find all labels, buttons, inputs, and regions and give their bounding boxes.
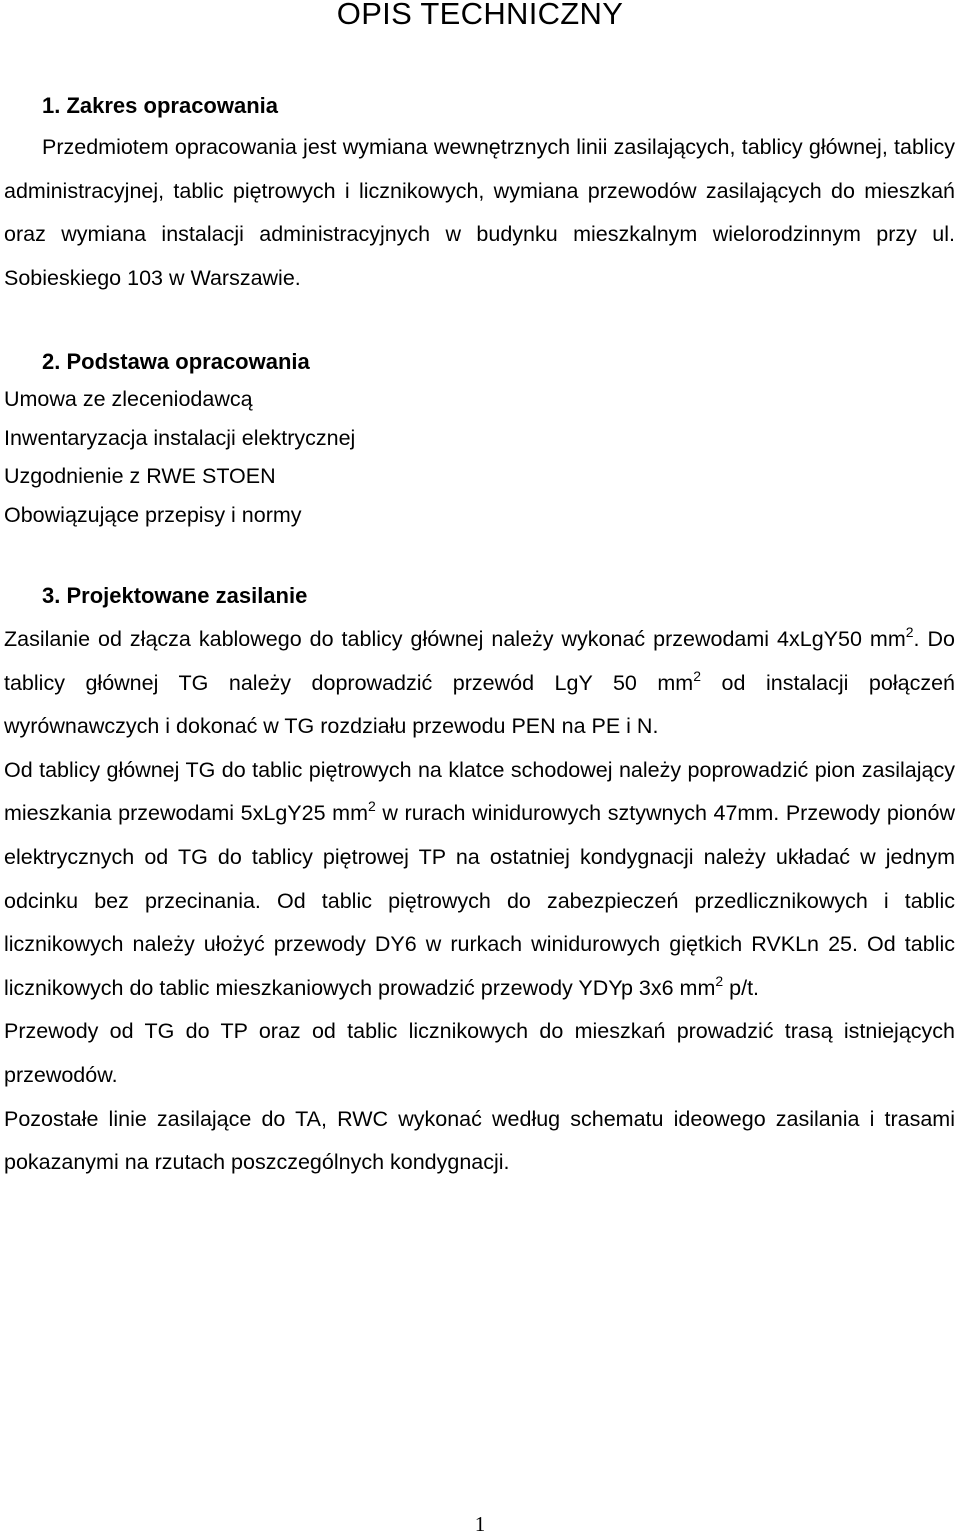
superscript: 2	[693, 667, 701, 684]
section-3-body	[4, 618, 955, 1185]
section-3-heading: 3. Projektowane zasilanie	[42, 583, 308, 608]
section-3-paragraph-1	[4, 618, 955, 749]
paragraph-text: od instalacji połączeń wyrównawczych i dokonać w TG rozdziału przewodu PEN na PE i N.	[4, 670, 955, 739]
superscript: 2	[367, 798, 376, 815]
superscript: 2	[715, 972, 724, 989]
section-3-paragraph-2	[4, 749, 955, 1011]
section-1-heading: 1. Zakres opracowania	[42, 93, 278, 118]
basis-item: Uzgodnienie z RWE STOEN	[4, 464, 276, 489]
paragraph-text: Od tablicy głównej TG do tablic piętrowych na klatce schodowej należy poprowadzić pion zasilający mieszkania przewodami 5xLgY25 mm	[4, 757, 955, 826]
basis-item: Umowa ze zleceniodawcą	[4, 387, 253, 411]
section-2	[4, 344, 955, 535]
section-3	[4, 578, 955, 1185]
page-number: 1	[474, 1512, 486, 1536]
basis-item: Obowiązujące przepisy i normy	[4, 503, 302, 528]
section-1-paragraph	[4, 126, 955, 301]
paragraph-text: w rurach winidurowych sztywnych 47mm. Przewody pionów elektrycznych od TG do tablicy piętrowej TP na ostatniej kondygnacji należy układać w jednym odcinku bez przecinania. Od tablic piętrowych do zabezpieczeń przedlicznikowych i tablic licznikowych należy ułożyć przewody DY6 w rurkach winidurowych giętkich RVKLn 25. Od tablic licznikowych do tablic mieszkaniowych prowadzić przewody YDYp 3x6 mm	[4, 801, 955, 1000]
superscript: 2	[905, 624, 914, 640]
section-2-heading: 2. Podstawa opracowania	[42, 349, 310, 374]
paragraph-text: p/t.	[723, 975, 760, 1000]
section-1-text: Przedmiotem opracowania jest wymiana wewnętrznych linii zasilających, tablicy głównej, tablicy administracyjnej, tablic piętrowych i licznikowych, wymiana przewodów zasilających do mieszkań oraz wymiana instalacji administracyjnych w budynku mieszkalnym wielorodzinnym przy ul. Sobieskiego 103 w Warszawie.	[4, 135, 955, 291]
paragraph-text: . Do tablicy głównej TG należy doprowadzić przewód LgY 50 mm	[4, 627, 955, 695]
section-3-paragraph-3: Przewody od TG do TP oraz od tablic licznikowych do mieszkań prowadzić trasą istniejących przewodów.	[4, 1019, 955, 1087]
section-3-paragraph-4: Pozostałe linie zasilające do TA, RWC wykonać według schematu ideowego zasilania i trasami pokazanymi na rzutach poszczególnych kondygnacji.	[4, 1106, 955, 1175]
basis-list	[4, 380, 955, 535]
document-title: OPIS TECHNICZNY	[336, 0, 624, 31]
basis-item: Inwentaryzacja instalacji elektrycznej	[4, 425, 356, 450]
paragraph-text: Zasilanie od złącza kablowego do tablicy głównej należy wykonać przewodami 4xLgY50 mm	[4, 627, 906, 651]
